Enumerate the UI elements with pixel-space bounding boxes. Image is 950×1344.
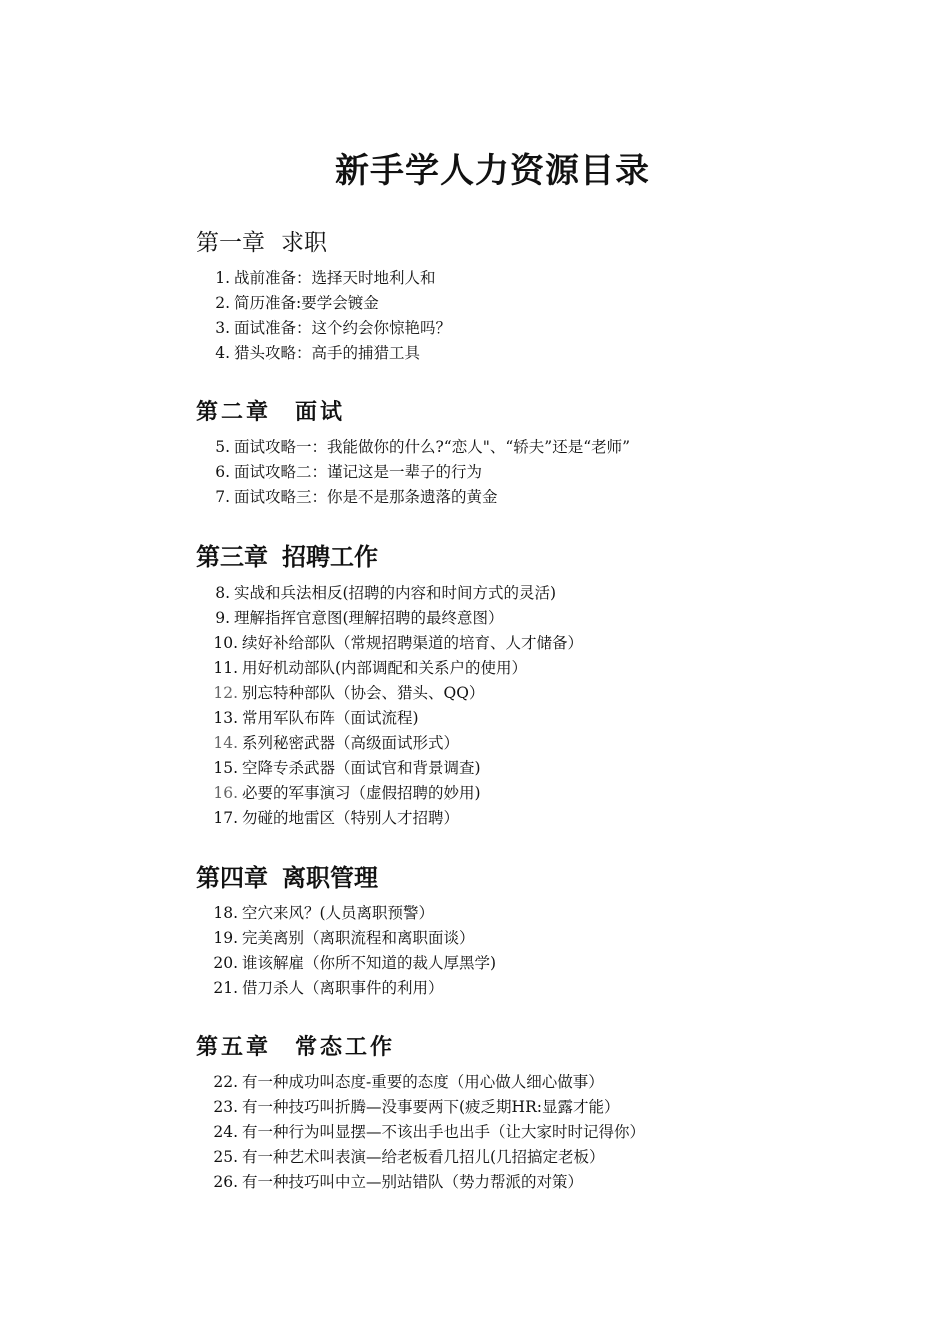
toc-item — [196, 291, 876, 316]
toc-item — [196, 1095, 876, 1120]
chapter-number: 第二章 — [196, 399, 272, 425]
item-text: 别忘特种部队（协会、猎头、QQ） — [242, 684, 485, 702]
toc-item — [196, 706, 876, 731]
chapter-item-list — [196, 266, 876, 366]
toc-item — [196, 435, 876, 460]
chapter-number: 第一章 — [196, 230, 265, 256]
chapter-1 — [196, 226, 876, 366]
item-text: 完美离别（离职流程和离职面谈） — [242, 929, 475, 947]
chapter-title: 招聘工作 — [282, 543, 378, 571]
item-text: 理解指挥官意图(理解招聘的最终意图） — [234, 609, 504, 627]
chapter-title: 求职 — [281, 230, 327, 256]
toc-item — [196, 266, 876, 291]
item-text: 实战和兵法相反(招聘的内容和时间方式的灵活) — [234, 584, 557, 602]
item-text: 常用军队布阵（面试流程) — [242, 709, 419, 727]
item-number: 7. — [215, 488, 230, 506]
item-number: 23. — [213, 1098, 238, 1116]
item-text: 面试攻略一：我能做你的什么?“恋人"、“轿夫”还是“老师” — [234, 438, 631, 456]
toc-item — [196, 485, 876, 510]
chapter-2 — [196, 395, 876, 510]
item-number: 17. — [213, 809, 238, 827]
item-number: 16. — [213, 784, 238, 802]
item-text: 续好补给部队（常规招聘渠道的培育、人才储备） — [242, 634, 584, 652]
chapter-heading — [196, 395, 876, 429]
item-text: 有一种技巧叫折腾—没事要两下(疲乏期HR:显露才能） — [242, 1098, 620, 1116]
item-text: 空降专杀武器（面试官和背景调查) — [242, 759, 481, 777]
item-text: 简历准备:要学会镀金 — [234, 294, 379, 312]
item-number: 22. — [213, 1073, 238, 1091]
item-text: 必要的军事演习（虚假招聘的妙用) — [242, 784, 481, 802]
item-text: 有一种艺术叫表演—给老板看几招儿(几招搞定老板） — [242, 1148, 605, 1166]
chapter-4 — [196, 861, 876, 1001]
item-text: 谁该解雇（你所不知道的裁人厚黑学) — [242, 954, 497, 972]
chapter-5 — [196, 1030, 876, 1195]
toc-item — [196, 341, 876, 366]
item-number: 11. — [213, 659, 238, 677]
chapter-heading — [196, 226, 876, 260]
chapter-item-list — [196, 901, 876, 1001]
item-number: 12. — [213, 684, 238, 702]
item-text: 系列秘密武器（高级面试形式） — [242, 734, 460, 752]
item-number: 6. — [215, 463, 230, 481]
item-number: 14. — [213, 734, 238, 752]
item-number: 1. — [215, 269, 230, 287]
toc-item — [196, 1070, 876, 1095]
item-number: 3. — [215, 319, 230, 337]
toc-item — [196, 656, 876, 681]
item-number: 4. — [215, 344, 230, 362]
item-number: 9. — [215, 609, 230, 627]
chapter-heading — [196, 1030, 876, 1064]
toc-item — [196, 756, 876, 781]
item-text: 有一种行为叫显摆—不该出手也出手（让大家时时记得你） — [242, 1123, 646, 1141]
item-number: 21. — [213, 979, 238, 997]
item-text: 面试准备：这个约会你惊艳吗？ — [234, 319, 452, 337]
chapter-3 — [196, 540, 876, 831]
toc-item — [196, 1145, 876, 1170]
item-text: 有一种技巧叫中立—别站错队（势力帮派的对策） — [242, 1173, 584, 1191]
chapter-number: 第五章 — [196, 1034, 272, 1060]
toc-item — [196, 951, 876, 976]
item-number: 24. — [213, 1123, 238, 1141]
item-text: 面试攻略二：谨记这是一辈子的行为 — [234, 463, 483, 481]
toc-item — [196, 806, 876, 831]
document-title: 新手学人力资源目录 — [335, 151, 650, 191]
item-text: 猎头攻略：高手的捕猎工具 — [234, 344, 421, 362]
toc-item — [196, 631, 876, 656]
item-number: 5. — [215, 438, 230, 456]
toc-item — [196, 606, 876, 631]
chapter-item-list — [196, 435, 876, 510]
toc-item — [196, 731, 876, 756]
chapter-title: 离职管理 — [282, 864, 378, 892]
chapter-item-list — [196, 1070, 876, 1195]
item-text: 勿碰的地雷区（特别人才招聘） — [242, 809, 460, 827]
toc-item — [196, 976, 876, 1001]
toc-item — [196, 1120, 876, 1145]
item-number: 15. — [213, 759, 238, 777]
toc-item — [196, 901, 876, 926]
chapter-item-list — [196, 581, 876, 831]
toc-item — [196, 781, 876, 806]
item-number: 26. — [213, 1173, 238, 1191]
item-number: 18. — [213, 904, 238, 922]
item-number: 20. — [213, 954, 238, 972]
item-text: 面试攻略三：你是不是那条遗落的黄金 — [234, 488, 498, 506]
chapter-number: 第四章 — [196, 864, 268, 892]
chapter-title: 面试 — [295, 399, 346, 425]
toc-item — [196, 1170, 876, 1195]
chapter-heading — [196, 861, 876, 895]
toc-item — [196, 681, 876, 706]
toc-item — [196, 460, 876, 485]
item-text: 借刀杀人（离职事件的利用） — [242, 979, 444, 997]
item-number: 19. — [213, 929, 238, 947]
item-text: 空穴来风？(人员离职预警） — [242, 904, 435, 922]
item-number: 10. — [213, 634, 238, 652]
item-text: 用好机动部队(内部调配和关系户的使用） — [242, 659, 528, 677]
item-number: 8. — [215, 584, 230, 602]
chapter-heading — [196, 540, 876, 574]
item-text: 战前准备：选择天时地利人和 — [234, 269, 436, 287]
toc-item — [196, 316, 876, 341]
chapter-title: 常态工作 — [295, 1034, 396, 1060]
item-number: 25. — [213, 1148, 238, 1166]
item-number: 2. — [215, 294, 230, 312]
toc-item — [196, 926, 876, 951]
toc-item — [196, 581, 876, 606]
chapter-number: 第三章 — [196, 543, 268, 571]
item-number: 13. — [213, 709, 238, 727]
item-text: 有一种成功叫态度-重要的态度（用心做人细心做事） — [242, 1073, 604, 1091]
